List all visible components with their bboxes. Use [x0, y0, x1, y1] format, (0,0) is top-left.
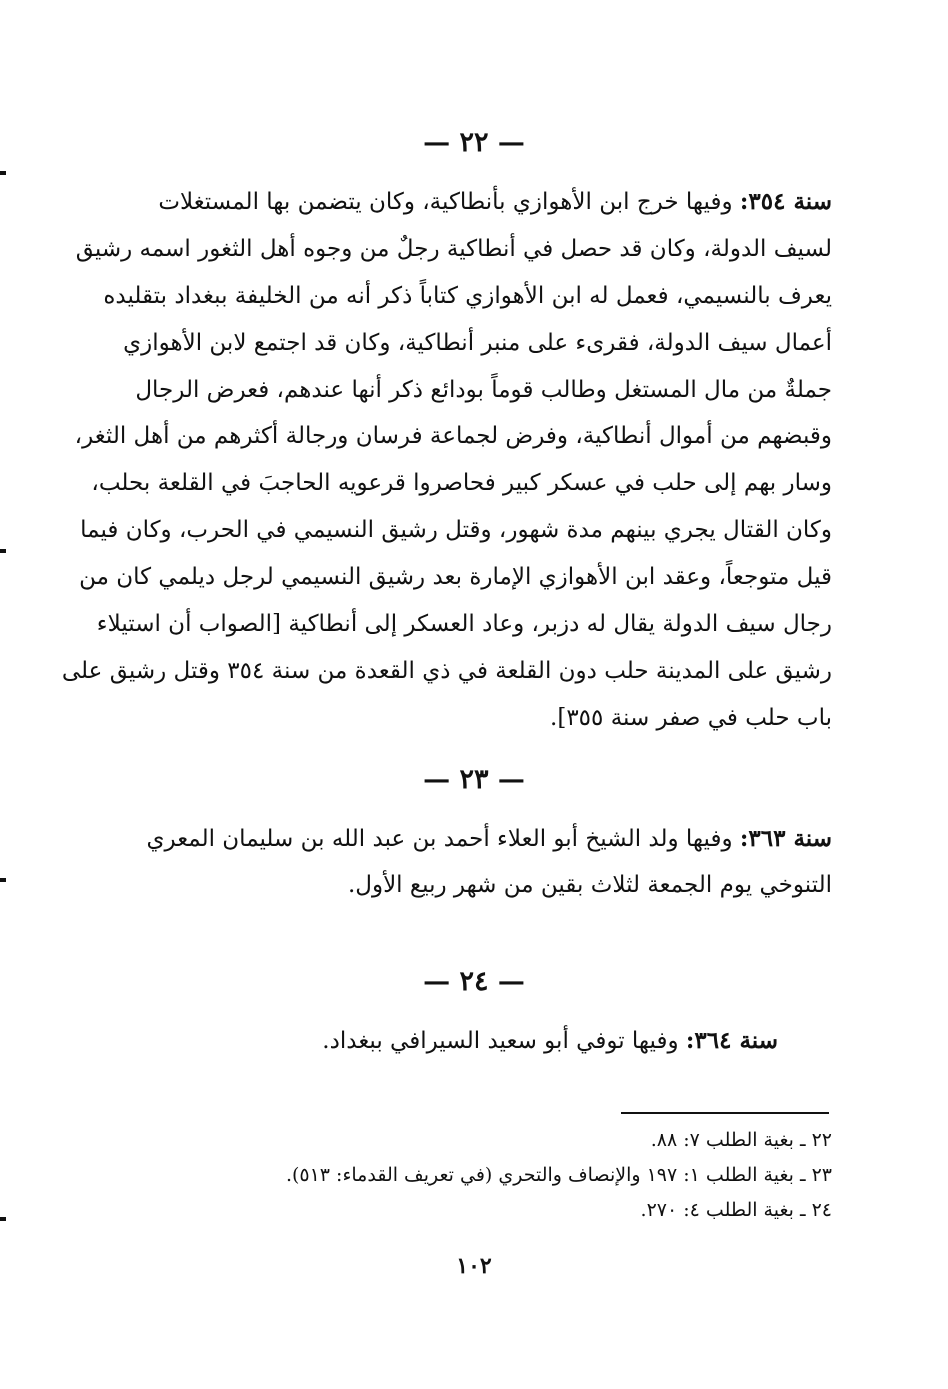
text-line: وكان القتال يجري بينهم مدة شهور، وقتل رشيق النسيمي في الحرب، وكان فيما — [80, 517, 832, 544]
year-lead: سنة ٣٥٤: — [739, 188, 832, 215]
section-text-24 — [110, 1017, 778, 1064]
text-line: أعمال سيف الدولة، فقرىء على منبر أنطاكية، وكان قد اجتمع لابن الأهوازي — [123, 329, 832, 356]
text-line: وقبضهم من أموال أنطاكية، وفرض لجماعة فرسان ورجالة أكثرهم من أهل الثغر، — [74, 423, 832, 450]
text-line: لسيف الدولة، وكان قد حصل في أنطاكية رجلٌ من وجوه أهل الثغور اسمه رشيق — [75, 235, 832, 262]
page-number: ١٠٢ — [456, 1253, 492, 1279]
text-line: جملةٌ من مال المستغل وطالب قوماً بودائع ذكر أنها عندهم، فعرض الرجال — [135, 376, 832, 403]
section-text-23 — [110, 815, 832, 909]
footnotes — [285, 1123, 832, 1228]
text-line: سنة ٣٦٣: وفيها ولد الشيخ أبو العلاء أحمد بن عبد الله بن سليمان المعري — [146, 825, 832, 852]
section-text-22 — [61, 179, 832, 742]
text-line: سنة ٣٦٤: وفيها توفي أبو سعيد السيرافي ببغداد. — [322, 1027, 778, 1054]
footnote-23: ٢٣ ـ بغية الطلب ١: ١٩٧ والإنصاف والتحري (في تعريف القدماء: ٥١٣). — [285, 1164, 832, 1186]
text-line: يعرف بالنسيمي، فعمل له ابن الأهوازي كتاباً ذكر أنه من الخليفة ببغداد بتقليده — [103, 282, 832, 309]
text-line: وسار بهم إلى حلب في عسكر كبير فحاصروا قرعويه الحاجبَ في القلعة بحلب، — [91, 470, 832, 497]
footnote-22: ٢٢ ـ بغية الطلب ٧: ٨٨. — [650, 1129, 832, 1151]
scan-edge-mark — [0, 1217, 6, 1221]
year-lead: سنة ٣٦٣: — [739, 825, 832, 852]
scan-edge-mark — [0, 171, 6, 175]
text-line: التنوخي يوم الجمعة لثلاث بقين من شهر ربيع الأول. — [347, 872, 832, 898]
footnote-separator — [621, 1112, 829, 1114]
text-line: سنة ٣٥٤: وفيها خرج ابن الأهوازي بأنطاكية، وكان يتضمن بها المستغلات — [158, 188, 832, 215]
section-heading-23: — ٢٣ — — [423, 764, 525, 795]
text-line: رجال سيف الدولة يقال له دزبر، وعاد العسكر إلى أنطاكية [الصواب أن استيلاء — [96, 611, 832, 638]
text-line: رشيق على المدينة حلب دون القلعة في ذي القعدة من سنة ٣٥٤ وقتل رشيق على — [61, 657, 832, 684]
text-line: باب حلب في صفر سنة ٣٥٥]. — [550, 704, 832, 731]
scan-edge-mark — [0, 878, 6, 882]
text-line: قيل متوجعاً، وعقد ابن الأهوازي الإمارة بعد رشيق النسيمي لرجل ديلمي كان من — [79, 564, 832, 591]
scan-edge-mark — [0, 549, 6, 553]
footnote-24: ٢٤ ـ بغية الطلب ٤: ٢٧٠. — [640, 1199, 832, 1221]
section-heading-24: — ٢٤ — — [423, 966, 525, 997]
section-heading-22: — ٢٢ — — [423, 127, 525, 158]
year-lead: سنة ٣٦٤: — [685, 1027, 778, 1054]
